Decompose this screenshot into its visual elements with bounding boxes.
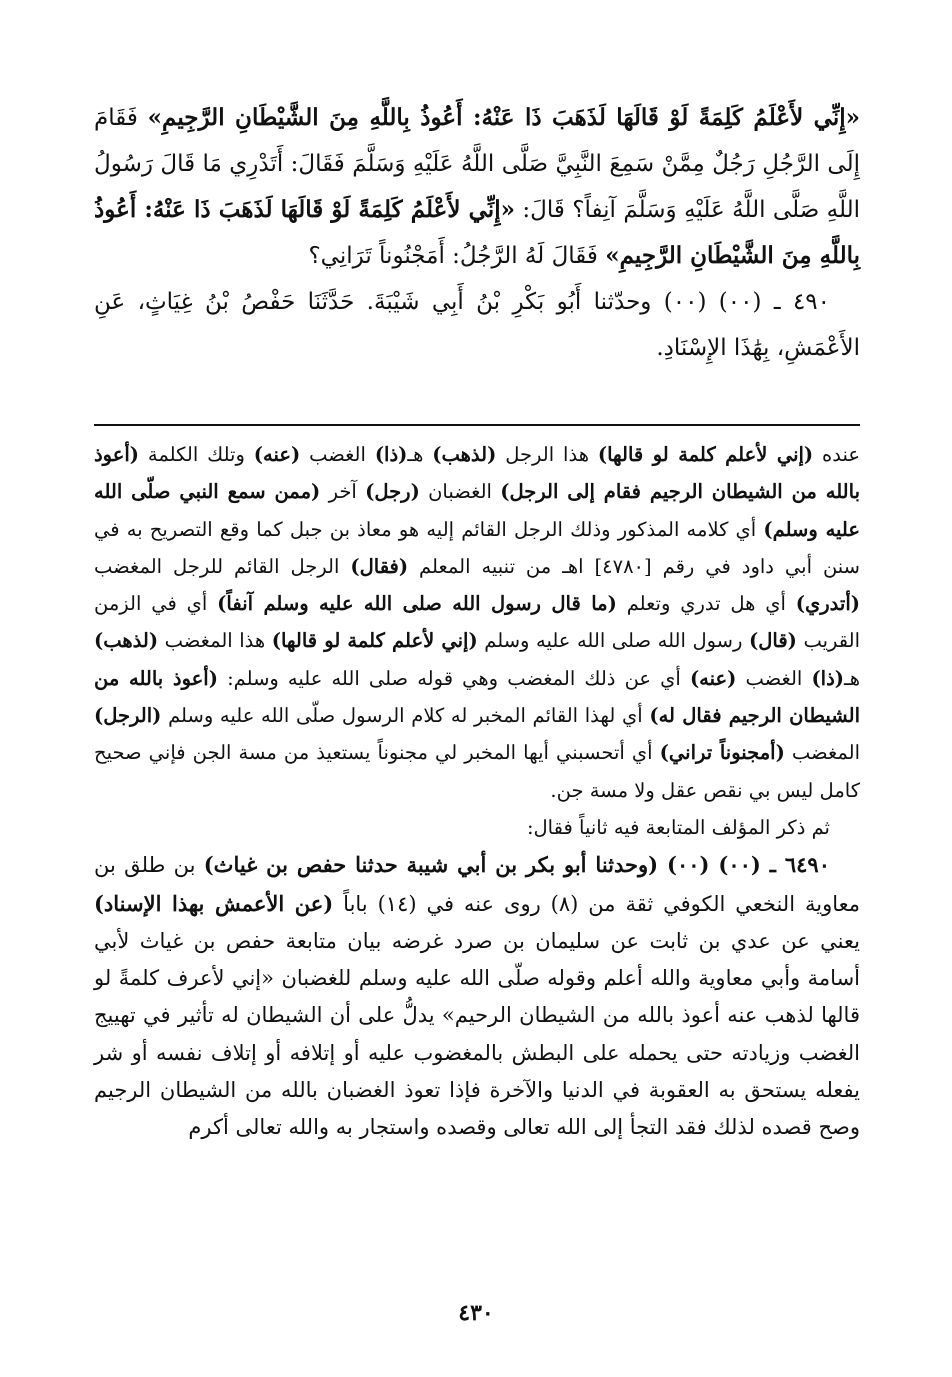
commentary-text	[94, 436, 860, 1147]
quoted-phrase: (لذهب)	[432, 443, 497, 466]
explanation-text: يعني عن عدي بن ثابت عن سليمان بن صرد غرضه بيان متابعة حفص بن غياث لأبي أسامة وأبي معاوية والله أعلم وقوله صلّى الله عليه وسلم للغضبان «إني لأعرف كلمةً لو قالها لذهب عنه أعوذ بالله من الشيطان الرحيم» يدلُّ على أن الشيطان له تأثير في تهييج الغضب وزيادته حتى يحمله على البطش بالمغضوب عليه أو إتلافه أو إتلاف نفسه أو شر يفعله يستحق به العقوبة في الدنيا والآخرة فإذا تعوذ الغضبان بالله من الشيطان الرجيم وصح قصده لذلك فقد التجأ إلى الله تعالى وقصده واستجار به والله تعالى أكرم	[94, 928, 860, 1140]
explanation-text: الغضب	[300, 443, 375, 466]
quoted-phrase: ٦٤٩٠ ـ (٠٠) (٠٠) (وحدثنا أبو بكر بن أبي شيبة حدثنا حفص بن غياث)	[203, 852, 830, 878]
explanation-text: الرجل القائم للرجل المغضب	[94, 554, 351, 578]
quoted-phrase: (ما قال رسول الله صلى الله عليه وسلم آنفاً)	[217, 592, 617, 616]
explanation-text: هـ	[844, 666, 860, 690]
explanation-text: المغضب	[784, 741, 860, 765]
explanation-text: عنده	[813, 443, 861, 466]
explanation-text: وتلك الكلمة	[139, 443, 254, 466]
hadith-paragraph-2: ٤٩٠ ـ (٠٠) (٠٠) وحدّثنا أَبُو بَكْرِ بْنُ أَبِي شَيْبَةَ. حَدَّثَنَا حَفْصُ بْنُ غِيَاثٍ، عَنِ الأَعْمَشِ، بِهَٰذَا الإِسْنَادِ.	[94, 289, 860, 361]
quoted-phrase: (قال)	[749, 629, 797, 653]
quoted-phrase: (فقال)	[350, 554, 409, 578]
explanation-text: أي لهذا القائم المخبر له كلام الرسول صلّى الله عليه وسلم	[161, 704, 650, 728]
explanation-text: آخر	[320, 480, 366, 504]
hadith-narration-1: فَقَامَ إِلَى الرَّجُلِ رَجُلٌ مِمَّنْ سَمِعَ النَّبِيَّ صَلَّى اللَّهُ عَلَيْهِ وَسَلَّمَ فَقَالَ: أَتَدْرِي مَا قَالَ رَسُولُ اللَّهِ صَلَّى اللَّهُ عَلَيْهِ وَسَلَّمَ آنِفاً؟ قَالَ:	[94, 105, 860, 223]
page-number: ٤٣٠	[458, 1300, 494, 1326]
commentary-paragraph-3	[94, 846, 860, 1146]
footnote-divider	[94, 424, 860, 426]
explanation-text: أي أتحسبني أيها المخبر لي مجنوناً يستعيذ من مسة الجن فإني صحيح كامل ليس بي نقص عقل ولا مسة جن.	[94, 741, 860, 802]
quoted-phrase: (عن الأعمش بهذا الإسناد)	[94, 890, 334, 916]
explanation-text: الغضب	[736, 666, 812, 690]
explanation-text: أي هل تدري وتعلم	[616, 592, 796, 616]
hadith-quote-1: «إِنِّي لأَعْلَمُ كَلِمَةً لَوْ قَالَهَا لَذَهَبَ ذَا عَنْهُ: أَعُوذُ بِاللَّهِ مِنَ الشَّيْطَانِ الرَّجِيمِ»	[147, 104, 860, 131]
explanation-text: أي في الزمن القريب	[94, 592, 861, 653]
commentary-paragraph-2: ثم ذكر المؤلف المتابعة فيه ثانياً فقال:	[526, 815, 830, 839]
hadith-paragraph-1	[94, 95, 860, 279]
quoted-phrase: (أعوذ بالله من الشيطان الرجيم فقال له)	[94, 666, 860, 728]
quoted-phrase: (ذا)	[374, 443, 408, 466]
quoted-phrase: (إني لأعلم كلمة لو قالها)	[597, 443, 814, 466]
quoted-phrase: (أعوذ بالله من الشيطان الرجيم فقام إلى الرجل)	[94, 443, 860, 504]
explanation-text: رسول الله صلى الله عليه وسلم	[477, 629, 749, 653]
quoted-phrase: (إني لأعلم كلمة لو قالها)	[271, 629, 478, 653]
quoted-phrase: (رجل)	[365, 480, 420, 504]
quoted-phrase: (لذهب)	[94, 629, 159, 653]
hadith-quote-2: «إِنِّي لأَعْلَمُ كَلِمَةً لَوْ قَالَهَا لَذَهَبَ ذَا عَنْهُ: أَعُوذُ بِاللَّهِ مِنَ الشَّيْطَانِ الرَّجِيمِ»	[94, 196, 860, 269]
hadith-narration-2: فَقَالَ لَهُ الرَّجُلُ: أَمَجْنُوناً تَرَانِي؟	[308, 243, 606, 269]
explanation-text: الغضبان	[419, 480, 501, 504]
hadith-text	[94, 95, 860, 371]
explanation-text: بن طلق بن معاوية النخعي الكوفي ثقة من (٨) روى عنه في (١٤) باباً	[94, 853, 860, 916]
explanation-text: هذا الرجل	[496, 443, 598, 466]
quoted-phrase: (عنه)	[689, 666, 737, 690]
explanation-text: هـ	[407, 443, 433, 466]
quoted-phrase: (أمجنوناً تراني)	[659, 741, 785, 765]
quoted-phrase: (عنه)	[253, 443, 301, 466]
quoted-phrase: (ممن سمع النبي صلّى الله عليه وسلم)	[94, 480, 860, 541]
quoted-phrase: (ذا)	[811, 666, 844, 690]
commentary-paragraph-1	[94, 436, 860, 809]
quoted-phrase: (الرجل)	[94, 704, 162, 728]
explanation-text: أي عن ذلك المغضب وهي قوله صلى الله عليه وسلم:	[217, 666, 690, 690]
quoted-phrase: (أتدري)	[795, 592, 860, 616]
explanation-text: أي كلامه المذكور وذلك الرجل القائم إليه هو معاذ بن جبل كما وقع التصريح به في سنن أبي داود في رقم [٤٧٨٠] اهـ من تنبيه المعلم	[94, 517, 861, 578]
explanation-text: هذا المغضب	[158, 629, 272, 653]
